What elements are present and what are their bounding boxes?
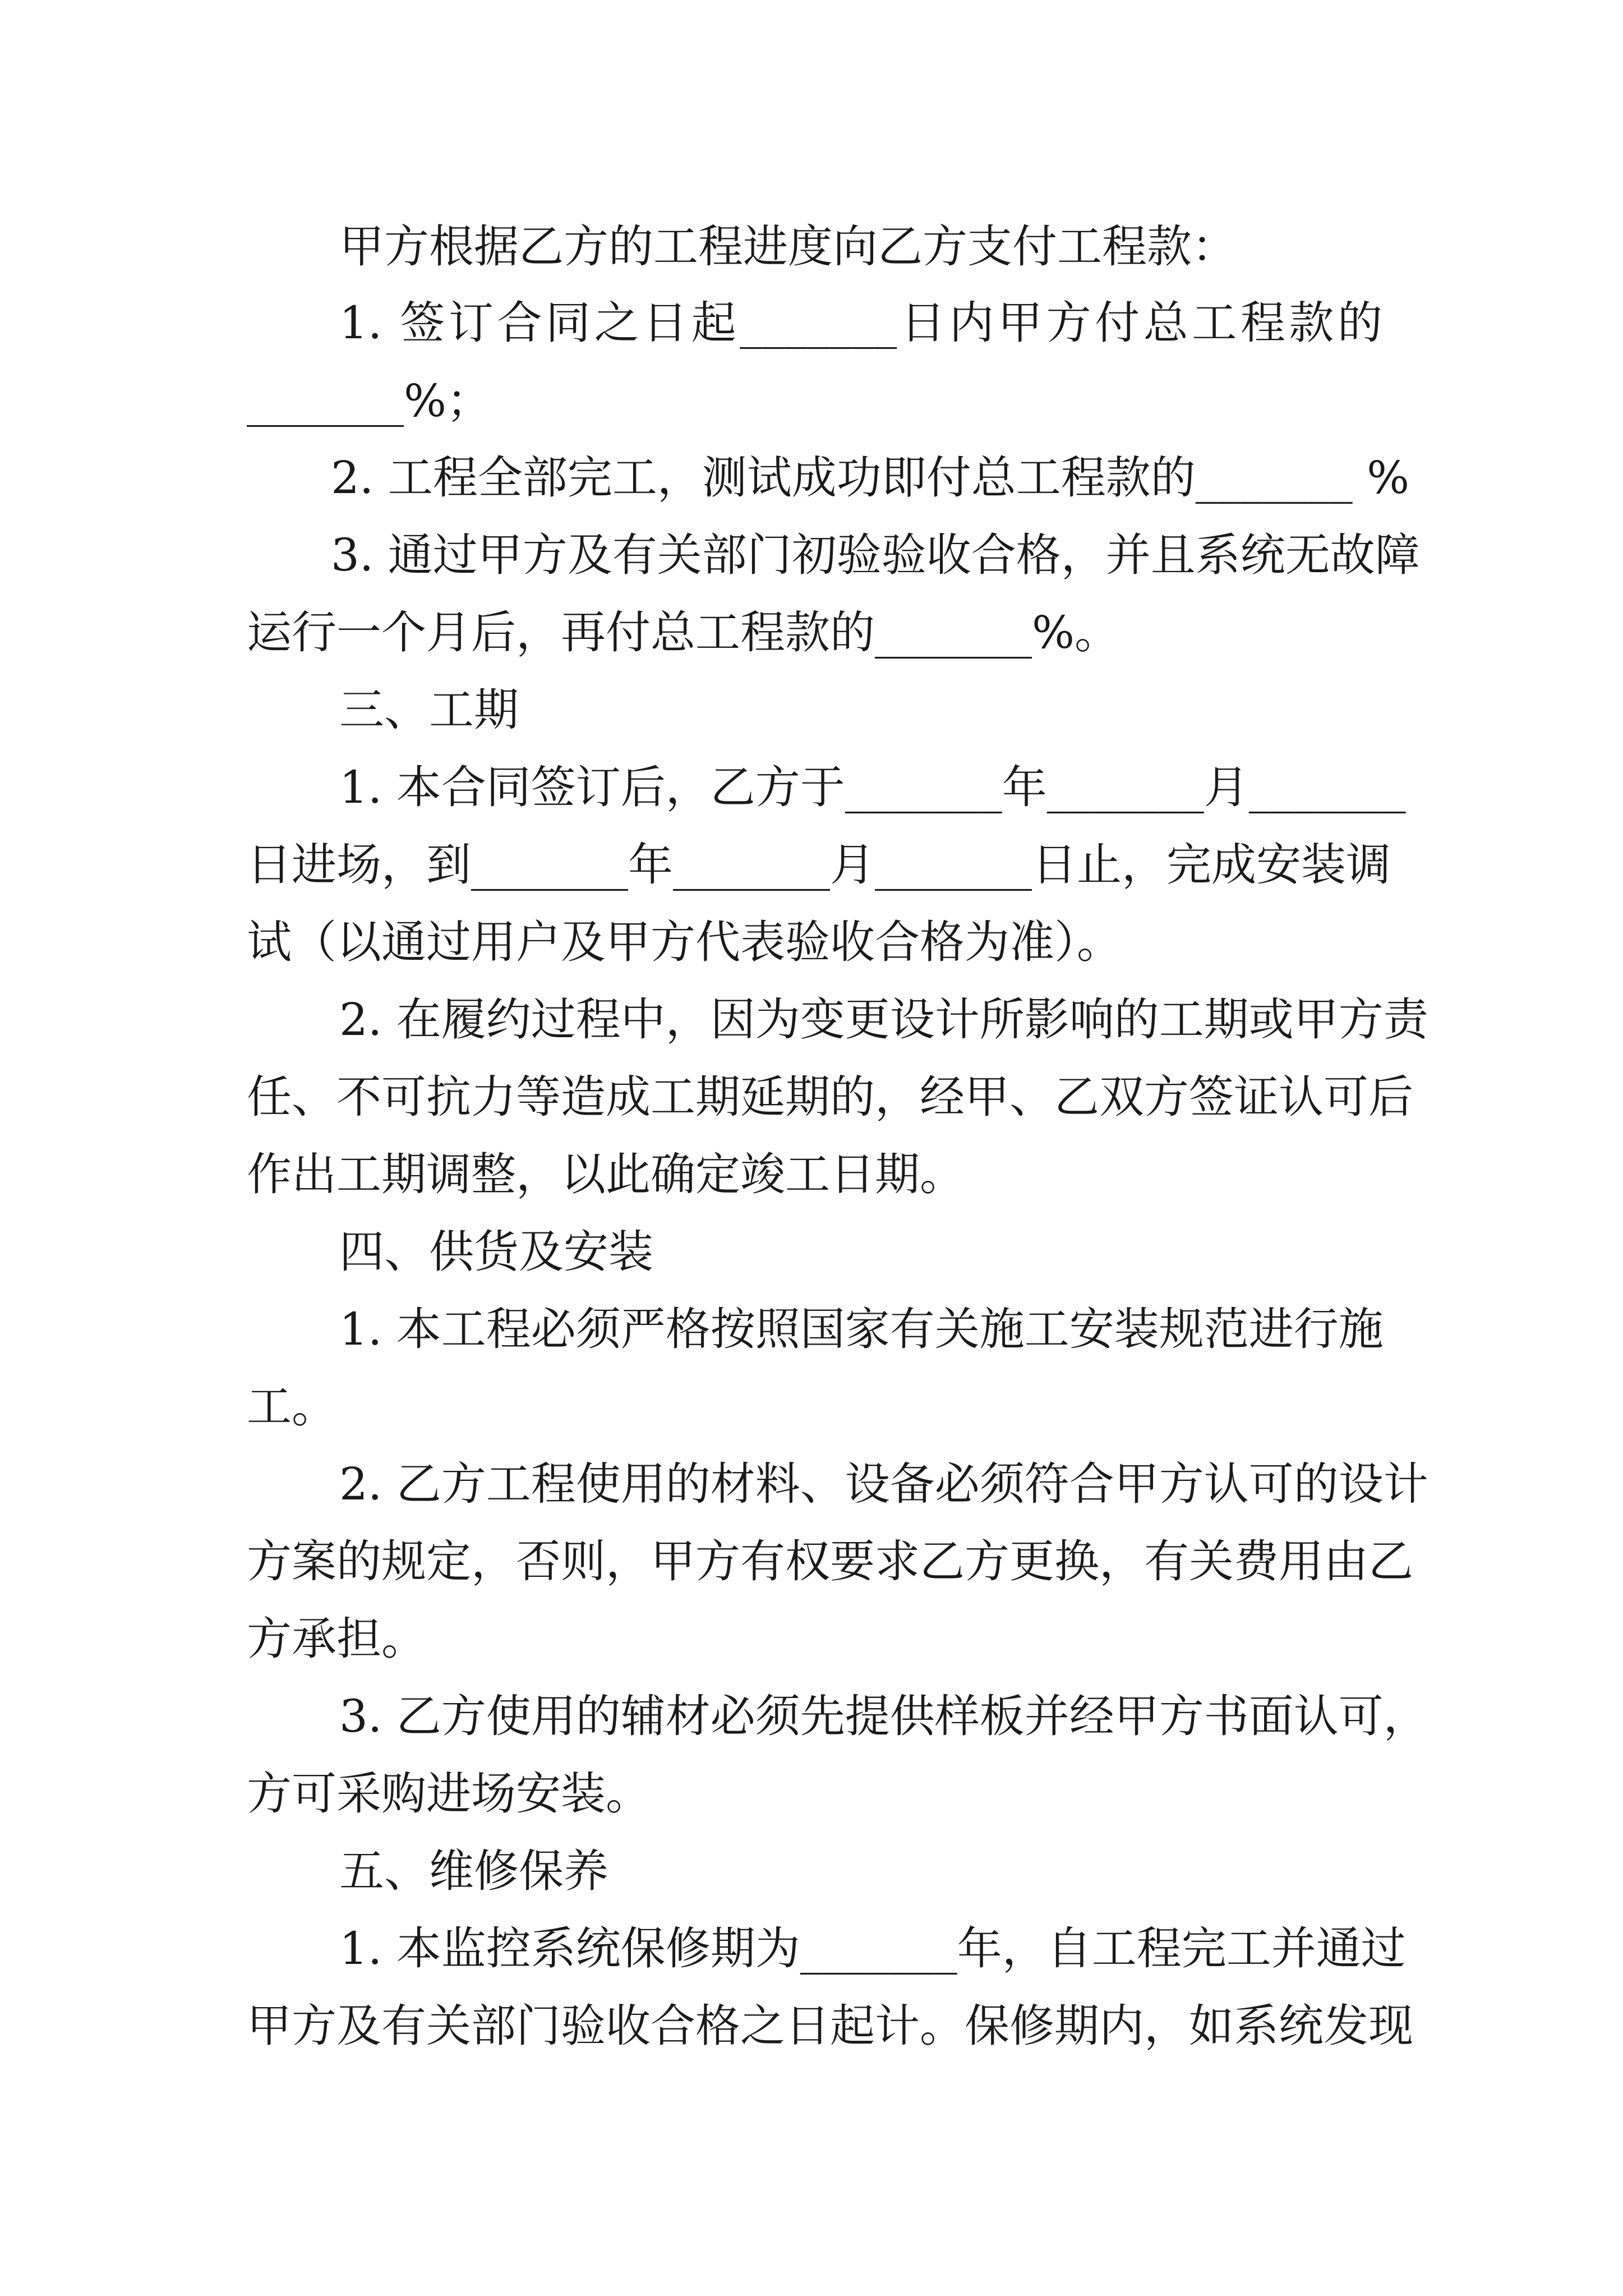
supply-item-3-cont: 方可采购进场安装。 [247,1768,651,1820]
payment-item-2: 2. 工程全部完工，测试成功即付总工程款的_______ % [331,452,1410,504]
section-heading-supply: 四、供货及安装 [339,1226,653,1278]
supply-item-2: 2. 乙方工程使用的材料、设备必须符合甲方认可的设计 [339,1458,1428,1510]
schedule-item-2-cont2: 作出工期调整，以此确定竣工日期。 [247,1148,965,1200]
supply-item-2-cont2: 方承担。 [247,1613,426,1665]
section-heading-schedule: 三、工期 [339,684,519,736]
schedule-item-2: 2. 在履约过程中，因为变更设计所影响的工期或甲方责 [339,993,1428,1046]
section-heading-maintenance: 五、维修保养 [339,1845,608,1897]
payment-item-3-cont: 运行一个月后，再付总工程款的_______%。 [247,606,1120,659]
payment-item-1: 1. 签订合同之日起_______日内甲方付总工程款的 [339,297,1382,349]
schedule-item-1-cont2: 试（以通过用户及甲方代表验收合格为准）。 [247,916,1122,968]
schedule-item-1-cont: 日进场，到_______年_______月_______日止，完成安装调 [247,839,1391,891]
schedule-item-1: 1. 本合同签订后，乙方于_______年_______月_______ [339,761,1406,813]
supply-item-1: 1. 本工程必须严格按照国家有关施工安装规范进行施 [339,1303,1384,1355]
supply-item-3: 3. 乙方使用的辅材必须先提供样板并经甲方书面认可， [339,1690,1428,1742]
maintenance-item-1: 1. 本监控系统保修期为_______年，自工程完工并通过 [339,1922,1406,1975]
supply-item-2-cont: 方案的规定，否则，甲方有权要求乙方更换，有关费用由乙 [247,1535,1413,1588]
payment-item-1-cont: _______%； [247,375,492,427]
schedule-item-2-cont: 任、不可抗力等造成工期延期的，经甲、乙双方签证认可后 [247,1071,1413,1123]
supply-item-1-cont: 工。 [247,1381,336,1433]
payment-intro: 甲方根据乙方的工程进度向乙方支付工程款： [339,220,1237,273]
maintenance-item-1-cont: 甲方及有关部门验收合格之日起计。保修期内，如系统发现 [247,2000,1413,2052]
payment-item-3: 3. 通过甲方及有关部门初验验收合格，并且系统无故障 [331,529,1420,581]
